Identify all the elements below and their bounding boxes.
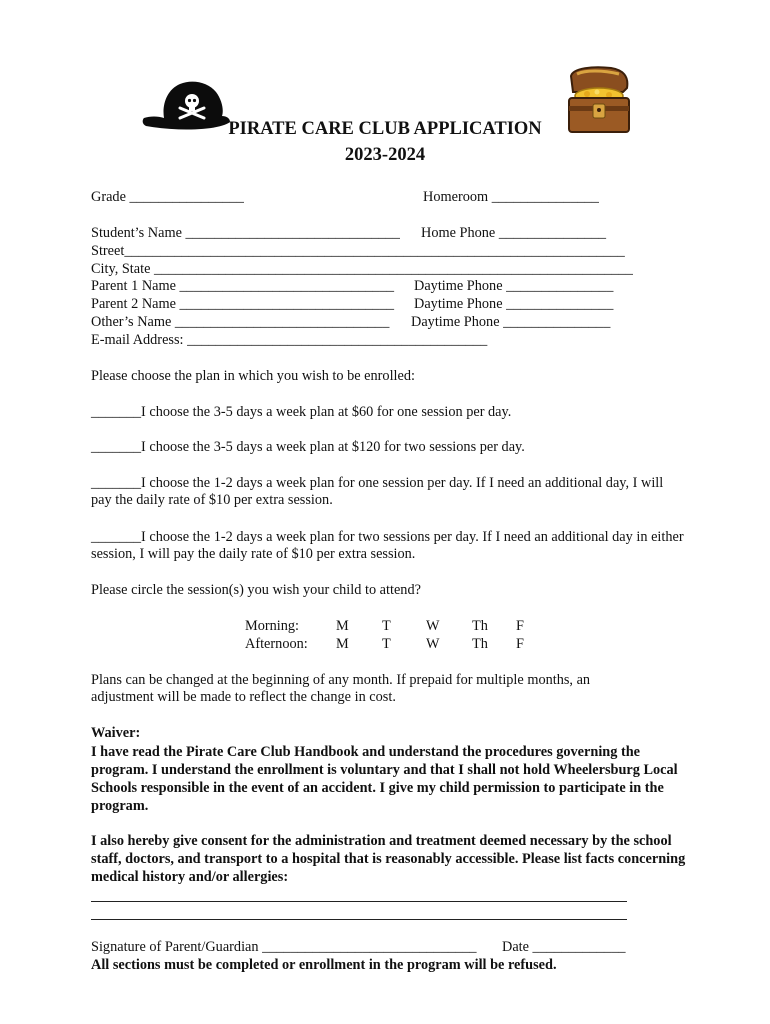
medical-history-line-2[interactable] [91, 919, 627, 920]
daytime-phone-3-field[interactable]: Daytime Phone _______________ [411, 314, 611, 330]
medical-history-line-1[interactable] [91, 901, 627, 902]
form-title: PIRATE CARE CLUB APPLICATION [228, 119, 542, 139]
morning-label: Morning: [245, 618, 300, 634]
morning-day-m[interactable]: M [336, 618, 349, 634]
afternoon-label: Afternoon: [245, 636, 308, 652]
waiver-paragraph-1: I have read the Pirate Care Club Handbook and understand the procedures governing the program. I understand the enrollment is voluntary and that I shall not hold Wheelersburg Local Schools responsible in the event of an accident. I give my child permission to participate in the program. [91, 744, 678, 814]
parent2-name-field[interactable]: Parent 2 Name ______________________________ [91, 296, 394, 312]
plan-change-note: Plans can be changed at the beginning of any month. If prepaid for multiple months, an adjustment will be made to reflect the change in cost. [91, 672, 591, 705]
afternoon-day-m[interactable]: M [336, 636, 349, 652]
grade-field[interactable]: Grade ________________ [91, 189, 244, 205]
plan-option-3[interactable]: _______I choose the 1-2 days a week plan for one session per day. If I need an additional day, I will pay the daily rate of $10 per extra session. [91, 475, 664, 508]
home-phone-field[interactable]: Home Phone _______________ [421, 225, 607, 241]
parent1-name-field[interactable]: Parent 1 Name ______________________________ [91, 278, 394, 294]
session-prompt: Please circle the session(s) you wish your child to attend? [91, 582, 421, 598]
afternoon-day-th[interactable]: Th [472, 636, 488, 652]
afternoon-day-f[interactable]: F [516, 636, 524, 652]
other-name-field[interactable]: Other’s Name ______________________________ [91, 314, 390, 330]
plan-prompt: Please choose the plan in which you wish to be enrolled: [91, 368, 415, 384]
homeroom-field[interactable]: Homeroom _______________ [423, 189, 599, 205]
date-field[interactable]: Date _____________ [502, 939, 626, 955]
daytime-phone-1-field[interactable]: Daytime Phone _______________ [414, 278, 614, 294]
plan-option-2[interactable]: _______I choose the 3-5 days a week plan at $120 for two sessions per day. [91, 439, 525, 455]
completion-notice: All sections must be completed or enrollment in the program will be refused. [91, 957, 557, 973]
afternoon-day-t[interactable]: T [382, 636, 391, 652]
afternoon-day-w[interactable]: W [426, 636, 440, 652]
signature-field[interactable]: Signature of Parent/Guardian ______________________________ [91, 939, 477, 955]
daytime-phone-2-field[interactable]: Daytime Phone _______________ [414, 296, 614, 312]
morning-day-th[interactable]: Th [472, 618, 488, 634]
plan-option-1[interactable]: _______I choose the 3-5 days a week plan at $60 for one session per day. [91, 404, 512, 420]
waiver-paragraph-2: I also hereby give consent for the administration and treatment deemed necessary by the school staff, doctors, and transport to a hospital that is reasonably accessible. Please list facts concerning medical history and/or allergies: [91, 833, 686, 885]
student-name-field[interactable]: Student’s Name ______________________________ [91, 225, 400, 241]
waiver-heading: Waiver: [91, 725, 141, 741]
morning-day-t[interactable]: T [382, 618, 391, 634]
plan-option-4[interactable]: _______I choose the 1-2 days a week plan for two sessions per day. If I need an additional day in either session, I will pay the daily rate of $10 per extra session. [91, 529, 684, 562]
morning-day-w[interactable]: W [426, 618, 440, 634]
morning-day-f[interactable]: F [516, 618, 524, 634]
city-state-field[interactable]: City, State ___________________________________________________________________ [91, 261, 633, 277]
school-year: 2023-2024 [344, 145, 426, 165]
street-field[interactable]: Street______________________________________________________________________ [91, 243, 625, 259]
email-field[interactable]: E-mail Address: __________________________________________ [91, 332, 488, 348]
